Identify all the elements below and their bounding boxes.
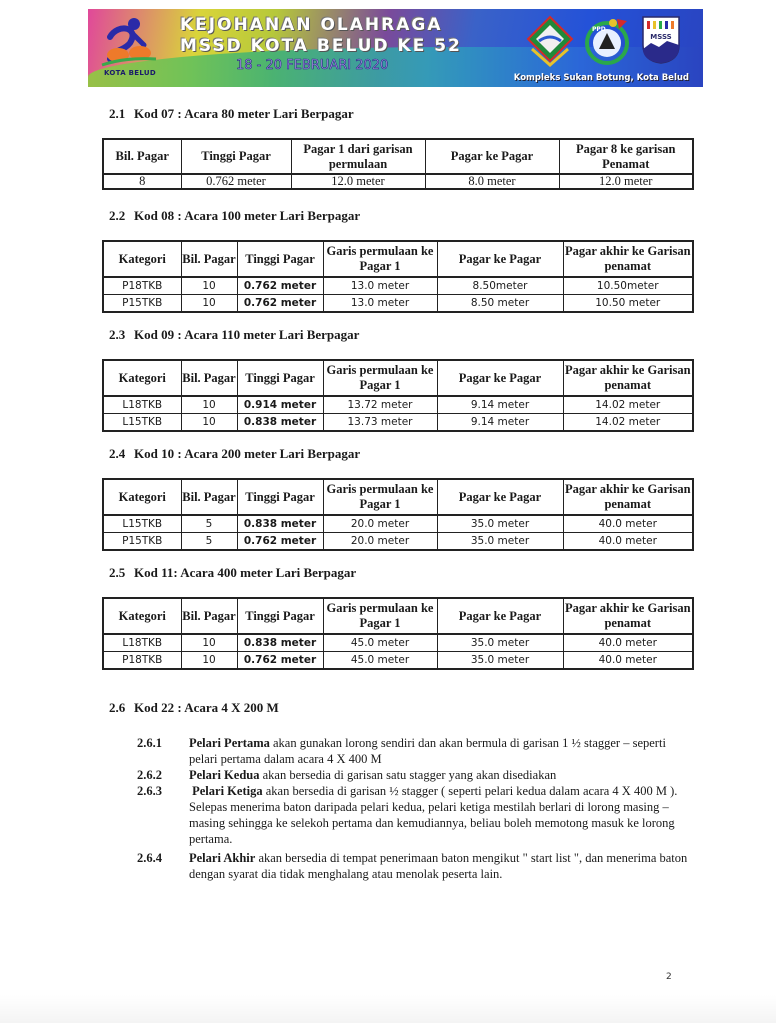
- table-cell: 10: [181, 634, 237, 652]
- ppd-emblem-text: PPD: [592, 26, 606, 33]
- kota-belud-logo-text: KOTA BELUD: [104, 69, 156, 77]
- table-cell: 20.0 meter: [323, 533, 437, 551]
- table-cell: 0.838 meter: [237, 515, 323, 533]
- table-cell: 10.50meter: [563, 277, 693, 295]
- section-title: Kod 07 : Acara 80 meter Lari Berpagar: [134, 106, 354, 121]
- table-row: [103, 396, 693, 414]
- hurdle-table-110m: [102, 359, 694, 432]
- section-number: 2.4: [109, 446, 126, 461]
- column-header: Pagar akhir ke Garisan penamat: [563, 241, 693, 277]
- ppd-emblem-icon: [583, 15, 631, 67]
- column-header: Pagar akhir ke Garisan penamat: [563, 360, 693, 396]
- table-cell: 10: [181, 277, 237, 295]
- table-cell: 9.14 meter: [437, 396, 563, 414]
- column-header: Tinggi Pagar: [181, 139, 291, 174]
- section-title: Kod 22 : Acara 4 X 200 M: [134, 700, 279, 715]
- column-header: Tinggi Pagar: [237, 598, 323, 634]
- runner-label: Pelari Ketiga: [189, 784, 263, 798]
- table-row: [103, 174, 693, 189]
- rule-description: akan gunakan lorong sendiri dan akan bermula di garisan 1 ½ stagger – seperti pelari pertama dalam acara 4 X 400 M: [189, 736, 666, 766]
- table-row: [103, 533, 693, 551]
- table-cell: L18TKB: [103, 634, 181, 652]
- column-header: Pagar 1 dari garisan permulaan: [291, 139, 425, 174]
- rule-description: akan bersedia di tempat penerimaan baton mengikut " start list ", dan menerima baton dengan syarat dia tidak menghalang atau menolak peserta lain.: [189, 851, 688, 881]
- rule-description: akan bersedia di garisan satu stagger yang akan disediakan: [259, 768, 557, 782]
- table-cell: 0.762 meter: [237, 277, 323, 295]
- table-cell: 8: [103, 174, 181, 189]
- table-row: [103, 277, 693, 295]
- section-number: 2.2: [109, 208, 126, 223]
- table-header-row: [103, 241, 693, 277]
- rule-text: [189, 783, 689, 847]
- table-cell: P18TKB: [103, 277, 181, 295]
- table-cell: P15TKB: [103, 295, 181, 313]
- table-cell: 8.50meter: [437, 277, 563, 295]
- table-cell: 5: [181, 515, 237, 533]
- column-header: Kategori: [103, 241, 181, 277]
- table-cell: 12.0 meter: [291, 174, 425, 189]
- rule-description: akan bersedia di garisan ½ stagger ( seperti pelari kedua dalam acara 4 X 400 M ). Selepas menerima baton daripada pelari kedua, pelari ketiga mestilah berlari di lorong masing – masing sehingga ke selekoh pertama dan kemudiannya, beliau boleh memotong masuk ke lorong pertama.: [189, 784, 681, 846]
- runner-label: Pelari Akhir: [189, 851, 256, 865]
- table-cell: 35.0 meter: [437, 515, 563, 533]
- table-cell: 10: [181, 295, 237, 313]
- table-cell: 10: [181, 396, 237, 414]
- table-cell: 0.838 meter: [237, 414, 323, 432]
- rule-text: [189, 735, 689, 767]
- rule-number: 2.6.4: [137, 851, 162, 865]
- column-header: Tinggi Pagar: [237, 479, 323, 515]
- table-cell: 12.0 meter: [559, 174, 693, 189]
- column-header: Pagar akhir ke Garisan penamat: [563, 479, 693, 515]
- hurdle-table-80m: [102, 138, 694, 190]
- column-header: Garis permulaan ke Pagar 1: [323, 598, 437, 634]
- column-header: Pagar ke Pagar: [437, 241, 563, 277]
- column-header: Pagar ke Pagar: [425, 139, 559, 174]
- column-header: Bil. Pagar: [181, 479, 237, 515]
- msss-logo-text: MSSS: [650, 33, 672, 41]
- rule-number: 2.6.2: [137, 768, 162, 782]
- table-cell: 10: [181, 652, 237, 670]
- section-heading-2-1: [109, 106, 354, 122]
- section-number: 2.6: [109, 700, 126, 715]
- column-header: Kategori: [103, 360, 181, 396]
- table-cell: 40.0 meter: [563, 652, 693, 670]
- table-cell: P15TKB: [103, 533, 181, 551]
- column-header: Pagar ke Pagar: [437, 598, 563, 634]
- column-header: Bil. Pagar: [181, 360, 237, 396]
- table-cell: 13.0 meter: [323, 277, 437, 295]
- section-heading-2-5: [109, 565, 356, 581]
- table-cell: 0.914 meter: [237, 396, 323, 414]
- column-header: Garis permulaan ke Pagar 1: [323, 360, 437, 396]
- table-cell: 10: [181, 414, 237, 432]
- table-cell: 0.762 meter: [237, 652, 323, 670]
- table-cell: 9.14 meter: [437, 414, 563, 432]
- table-row: [103, 652, 693, 670]
- table-cell: 8.0 meter: [425, 174, 559, 189]
- section-heading-2-3: [109, 327, 359, 343]
- column-header: Garis permulaan ke Pagar 1: [323, 241, 437, 277]
- table-cell: 5: [181, 533, 237, 551]
- table-cell: L18TKB: [103, 396, 181, 414]
- hurdle-table-400m: [102, 597, 694, 670]
- table-cell: 10.50 meter: [563, 295, 693, 313]
- column-header: Kategori: [103, 598, 181, 634]
- column-header: Pagar ke Pagar: [437, 479, 563, 515]
- section-number: 2.3: [109, 327, 126, 342]
- table-cell: 40.0 meter: [563, 515, 693, 533]
- table-header-row: [103, 598, 693, 634]
- hurdle-table-100m: [102, 240, 694, 313]
- rule-number: 2.6.3: [137, 784, 162, 798]
- table-header-row: [103, 479, 693, 515]
- page-number: 2: [666, 972, 672, 982]
- sabah-crest-icon: [526, 15, 574, 67]
- section-heading-2-4: [109, 446, 360, 462]
- table-cell: 8.50 meter: [437, 295, 563, 313]
- table-row: [103, 295, 693, 313]
- table-cell: 0.762 meter: [237, 533, 323, 551]
- column-header: Tinggi Pagar: [237, 241, 323, 277]
- table-cell: L15TKB: [103, 515, 181, 533]
- column-header: Kategori: [103, 479, 181, 515]
- table-cell: 0.762 meter: [181, 174, 291, 189]
- table-cell: 13.73 meter: [323, 414, 437, 432]
- table-row: [103, 414, 693, 432]
- table-cell: 45.0 meter: [323, 652, 437, 670]
- section-heading-2-2: [109, 208, 360, 224]
- rule-text: [189, 767, 689, 783]
- page-bottom-edge: [0, 995, 776, 1023]
- runner-label: Pelari Kedua: [189, 768, 260, 782]
- table-cell: 20.0 meter: [323, 515, 437, 533]
- section-title: Kod 09 : Acara 110 meter Lari Berpagar: [134, 327, 360, 342]
- column-header: Pagar 8 ke garisan Penamat: [559, 139, 693, 174]
- table-header-row: [103, 139, 693, 174]
- section-title: Kod 11: Acara 400 meter Lari Berpagar: [134, 565, 357, 580]
- table-cell: 0.838 meter: [237, 634, 323, 652]
- section-title: Kod 08 : Acara 100 meter Lari Berpagar: [134, 208, 361, 223]
- table-cell: 13.72 meter: [323, 396, 437, 414]
- table-cell: 40.0 meter: [563, 533, 693, 551]
- rule-number: 2.6.1: [137, 736, 162, 750]
- table-row: [103, 634, 693, 652]
- table-cell: 14.02 meter: [563, 414, 693, 432]
- column-header: Bil. Pagar: [181, 241, 237, 277]
- section-heading-2-6: [109, 700, 279, 716]
- event-banner: [88, 9, 703, 87]
- banner-venue: Kompleks Sukan Botung, Kota Belud: [513, 73, 689, 83]
- table-cell: L15TKB: [103, 414, 181, 432]
- banner-dates: 18 - 20 FEBRUARI 2020: [236, 58, 389, 73]
- banner-title-line2: MSSD KOTA BELUD KE 52: [180, 36, 462, 56]
- kota-belud-logo-icon: [96, 15, 158, 69]
- table-cell: 40.0 meter: [563, 634, 693, 652]
- table-cell: 0.762 meter: [237, 295, 323, 313]
- section-number: 2.1: [109, 106, 126, 121]
- column-header: Pagar akhir ke Garisan penamat: [563, 598, 693, 634]
- table-cell: 35.0 meter: [437, 533, 563, 551]
- column-header: Garis permulaan ke Pagar 1: [323, 479, 437, 515]
- table-row: [103, 515, 693, 533]
- table-cell: 45.0 meter: [323, 634, 437, 652]
- banner-title-line1: KEJOHANAN OLAHRAGA: [180, 15, 443, 35]
- table-cell: 35.0 meter: [437, 634, 563, 652]
- column-header: Bil. Pagar: [103, 139, 181, 174]
- table-header-row: [103, 360, 693, 396]
- table-cell: 35.0 meter: [437, 652, 563, 670]
- hurdle-table-200m: [102, 478, 694, 551]
- runner-label: Pelari Pertama: [189, 736, 270, 750]
- section-number: 2.5: [109, 565, 126, 580]
- section-title: Kod 10 : Acara 200 meter Lari Berpagar: [134, 446, 361, 461]
- column-header: Bil. Pagar: [181, 598, 237, 634]
- column-header: Pagar ke Pagar: [437, 360, 563, 396]
- table-cell: 14.02 meter: [563, 396, 693, 414]
- table-cell: P18TKB: [103, 652, 181, 670]
- table-cell: 13.0 meter: [323, 295, 437, 313]
- rule-text: [189, 850, 689, 882]
- column-header: Tinggi Pagar: [237, 360, 323, 396]
